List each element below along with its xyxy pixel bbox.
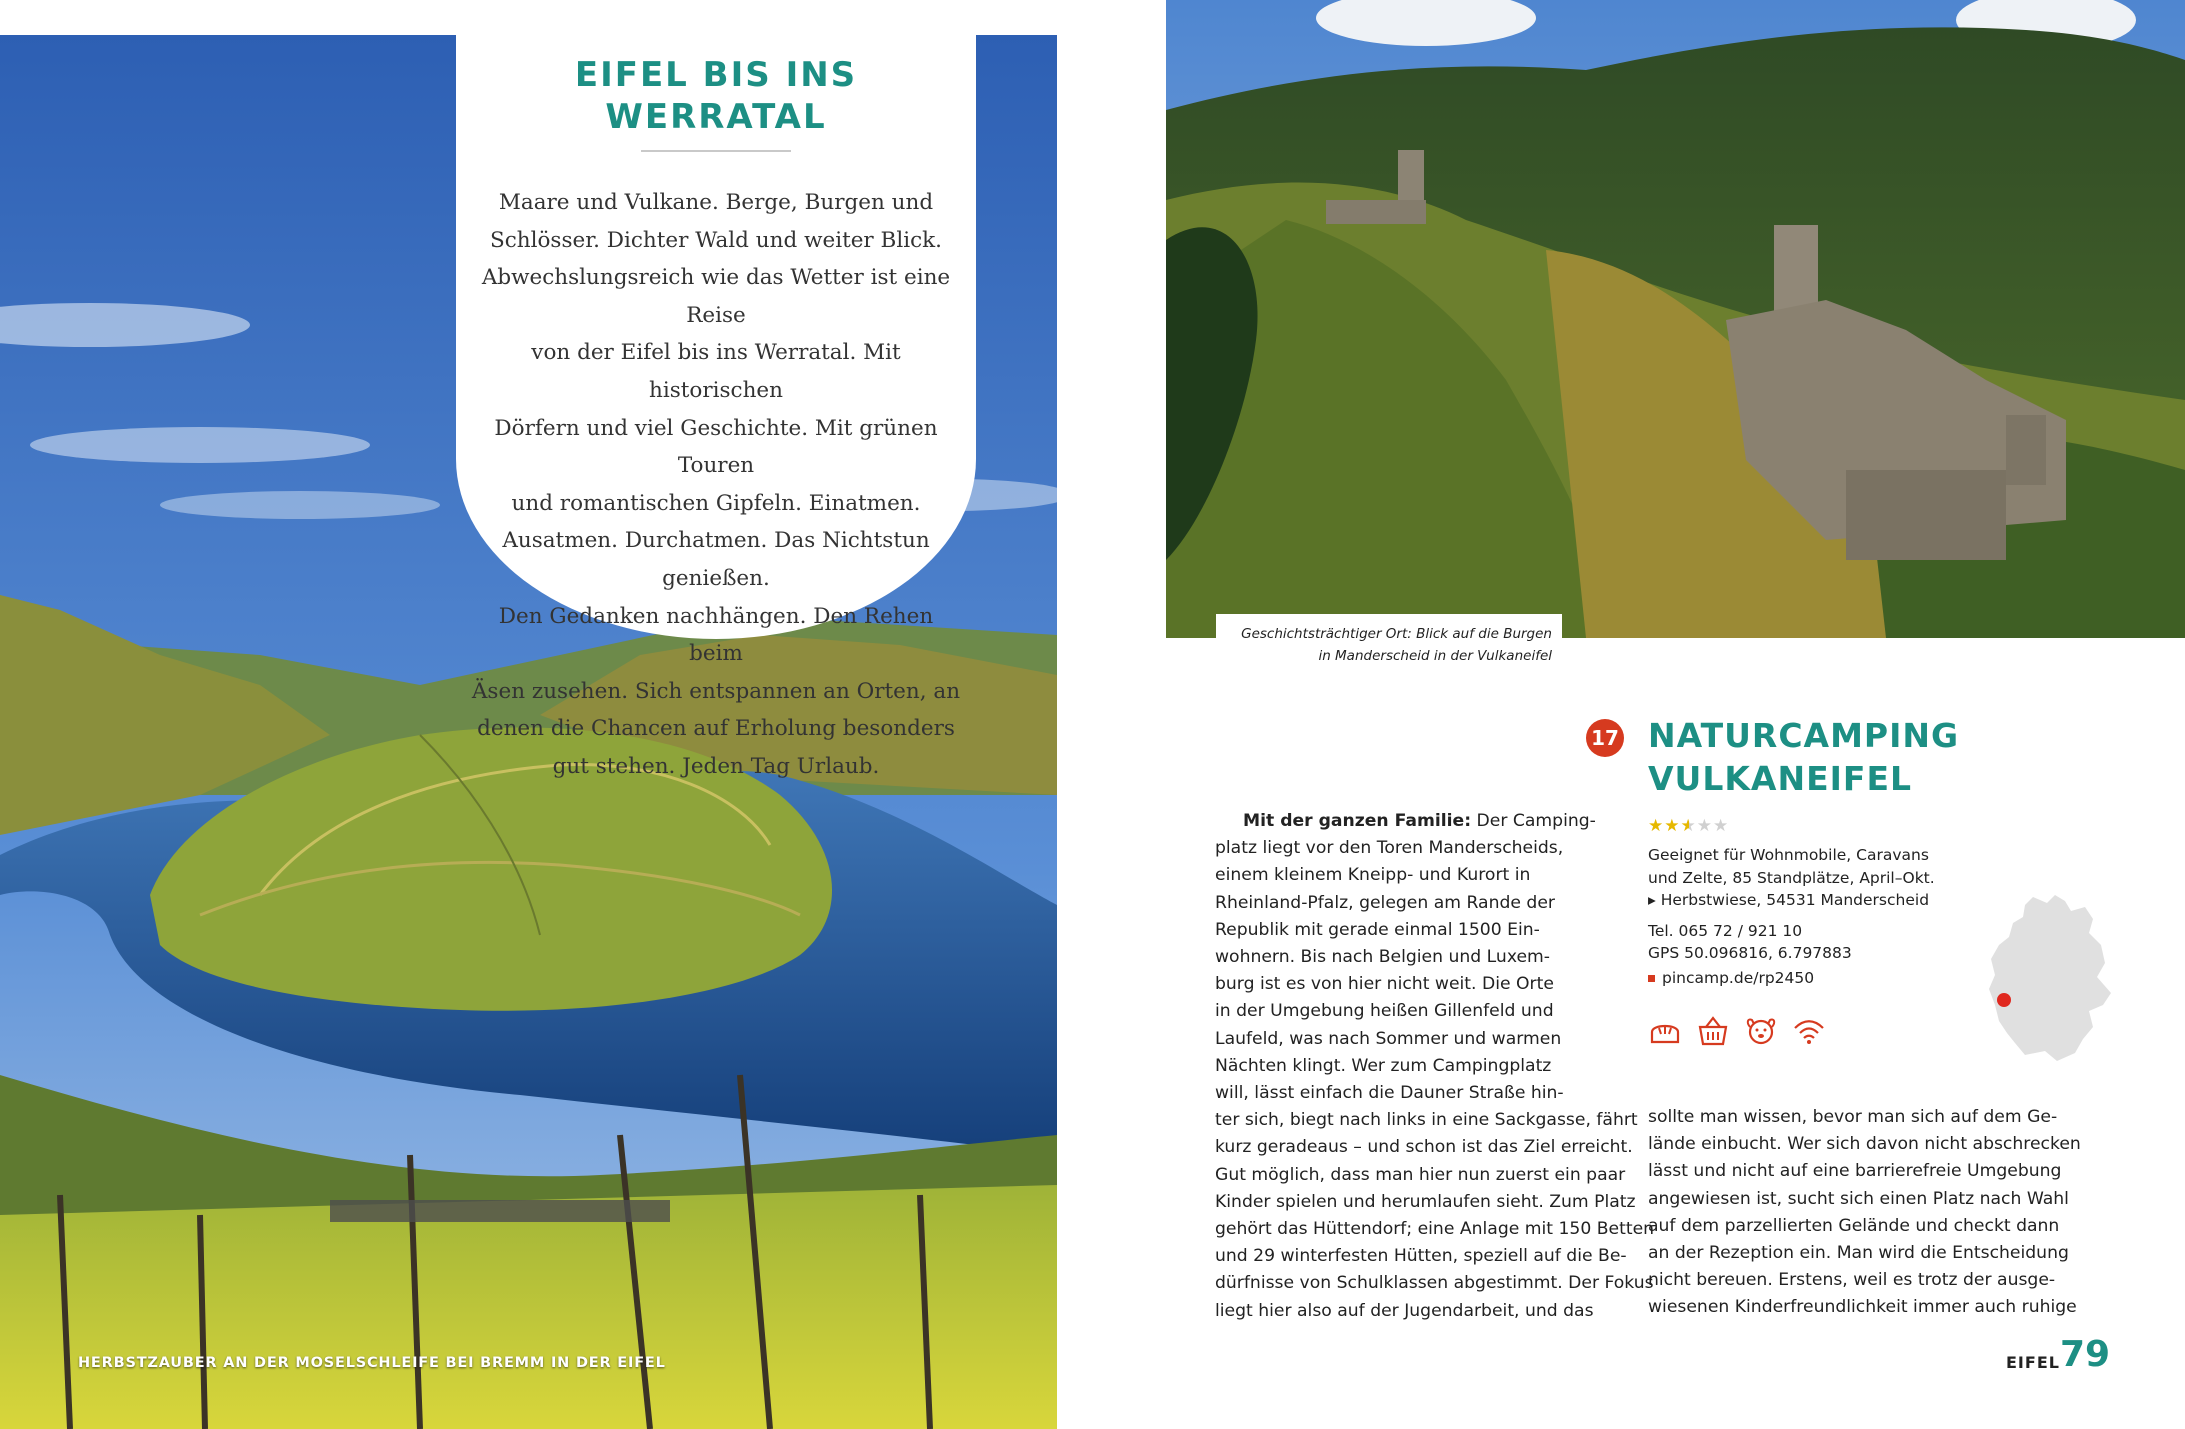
body-text-column-1: [1215, 808, 1655, 1325]
intro-title: [456, 54, 976, 138]
page-number: 79: [2060, 1334, 2111, 1375]
star-filled-icon: ★: [1648, 816, 1665, 836]
body-line: lände einbucht. Wer sich davon nicht abschrecken: [1648, 1134, 2081, 1155]
star-empty-icon: ★: [1713, 816, 1730, 836]
body-line: burg ist es von hier nicht weit. Die Orte: [1215, 974, 1554, 995]
pincamp-link[interactable]: pincamp.de/rp2450: [1648, 967, 1814, 989]
intro-text: [470, 184, 962, 786]
body-line: und 29 winterfesten Hütten, speziell auf die Be-: [1215, 1246, 1627, 1267]
left-photo-caption: HERBSTZAUBER AN DER MOSELSCHLEIFE BEI BREMM IN DER EIFEL: [78, 1355, 666, 1371]
body-line: kurz geradeaus – und schon ist das Ziel erreicht.: [1215, 1137, 1633, 1158]
body-line: in der Umgebung heißen Gillenfeld und: [1215, 1001, 1554, 1022]
body-line: auf dem parzellierten Gelände und checkt dann: [1648, 1215, 2060, 1236]
body-line: ter sich, biegt nach links in eine Sackgasse, fährt: [1215, 1110, 1638, 1131]
intro-line: Äsen zusehen. Sich entspannen an Orten, an: [471, 678, 961, 704]
body-line: Rheinland-Pfalz, gelegen am Rande der: [1215, 892, 1555, 913]
intro-line: Maare und Vulkane. Berge, Burgen und: [498, 190, 934, 215]
star-empty-icon: ★: [1696, 816, 1713, 836]
lead-in: Mit der ganzen Familie:: [1243, 811, 1472, 831]
body-line: an der Rezeption ein. Man wird die Entscheidung: [1648, 1243, 2069, 1264]
intro-line: Abwechslungsreich wie das Wetter ist eine Reise: [481, 265, 951, 328]
entry-title-line-2: VULKANEIFEL: [1648, 759, 1913, 798]
entry-title-line-1: NATURCAMPING: [1648, 716, 1960, 755]
right-photo-caption: [1220, 623, 1552, 667]
phone-line: Tel. 065 72 / 921 10: [1648, 921, 1803, 940]
body-line: Kinder spielen und herumlaufen sieht. Zum Platz: [1215, 1191, 1636, 1212]
info-line: und Zelte, 85 Standplätze, April–Okt.: [1648, 868, 1935, 887]
caption-line-1: Geschichtsträchtiger Ort: Blick auf die Burgen: [1241, 626, 1552, 642]
body-line: Nächten klingt. Wer zum Campingplatz: [1215, 1055, 1552, 1076]
body-line: Republik mit gerade einmal 1500 Ein-: [1215, 919, 1540, 940]
body-text-column-2: [1648, 1104, 2081, 1322]
location-marker-icon: [1997, 993, 2011, 1007]
star-filled-icon: ★: [1664, 816, 1681, 836]
rating-stars: [1648, 816, 1729, 836]
body-line: liegt hier also auf der Jugendarbeit, und das: [1215, 1300, 1594, 1321]
body-line: lässt und nicht auf eine barrierefreie Umgebung: [1648, 1161, 2062, 1182]
entry-number-badge: 17: [1586, 719, 1624, 757]
body-line: angewiesen ist, sucht sich einen Platz nach Wahl: [1648, 1188, 2069, 1209]
intro-line: von der Eifel bis ins Werratal. Mit historischen: [531, 340, 901, 403]
intro-divider: [641, 150, 791, 152]
germany-locator-map: [1985, 893, 2120, 1065]
caption-line-2: in Manderscheid in der Vulkaneifel: [1318, 648, 1552, 664]
body-line: nicht bereuen. Erstens, weil es trotz der ausge-: [1648, 1270, 2056, 1291]
body-line: dürfnisse von Schulklassen abgestimmt. Der Fokus: [1215, 1273, 1654, 1294]
body-line: will, lässt einfach die Dauner Straße hin-: [1215, 1083, 1564, 1104]
body-line: Gut möglich, dass man hier nun zuerst ein paar: [1215, 1164, 1626, 1185]
dog-icon: [1742, 1012, 1780, 1050]
body-line: gehört das Hüttendorf; eine Anlage mit 150 Betten: [1215, 1219, 1655, 1240]
address-line: ▸ Herbstwiese, 54531 Manderscheid: [1648, 891, 1930, 909]
body-line: einem kleinem Kneipp- und Kurort in: [1215, 865, 1531, 886]
wifi-icon: [1790, 1012, 1828, 1050]
intro-title-line-1: EIFEL BIS INS: [574, 55, 858, 95]
campsite-info: [1648, 844, 1978, 965]
star-half-icon: ★: [1680, 816, 1697, 836]
intro-line: Ausatmen. Durchatmen. Das Nichtstun genießen.: [502, 528, 930, 591]
body-line: wohnern. Bis nach Belgien und Luxem-: [1215, 947, 1550, 968]
footer-section-label: EIFEL: [2006, 1353, 2060, 1372]
intro-line: denen die Chancen auf Erholung besonders: [477, 716, 955, 742]
info-line: Geeignet für Wohnmobile, Caravans: [1648, 846, 1929, 864]
shop-basket-icon: [1694, 1012, 1732, 1050]
entry-title: [1648, 714, 1959, 800]
body-line: platz liegt vor den Toren Manderscheids,: [1215, 838, 1564, 859]
bullet-square-icon: [1648, 975, 1655, 982]
manderscheid-castle-photo: [1166, 0, 2185, 638]
intro-line: Schlösser. Dichter Wald und weiter Blick.: [489, 227, 943, 253]
intro-line: und romantischen Gipfeln. Einatmen.: [511, 490, 921, 516]
gps-line: GPS 50.096816, 6.797883: [1648, 944, 1852, 962]
intro-line: gut stehen. Jeden Tag Urlaub.: [552, 753, 880, 779]
bread-icon: [1646, 1012, 1684, 1050]
body-line: wiesenen Kinderfreundlichkeit immer auch ruhige: [1648, 1297, 2077, 1318]
intro-line: Den Gedanken nachhängen. Den Rehen beim: [498, 603, 934, 667]
intro-title-line-2: WERRATAL: [605, 97, 827, 137]
body-line: sollte man wissen, bevor man sich auf dem Ge-: [1648, 1107, 2058, 1127]
body-line: Laufeld, was nach Sommer und warmen: [1215, 1028, 1562, 1049]
intro-line: Dörfern und viel Geschichte. Mit grünen Touren: [494, 415, 938, 479]
body-line: Mit der ganzen Familie: Der Camping-: [1243, 811, 1596, 831]
